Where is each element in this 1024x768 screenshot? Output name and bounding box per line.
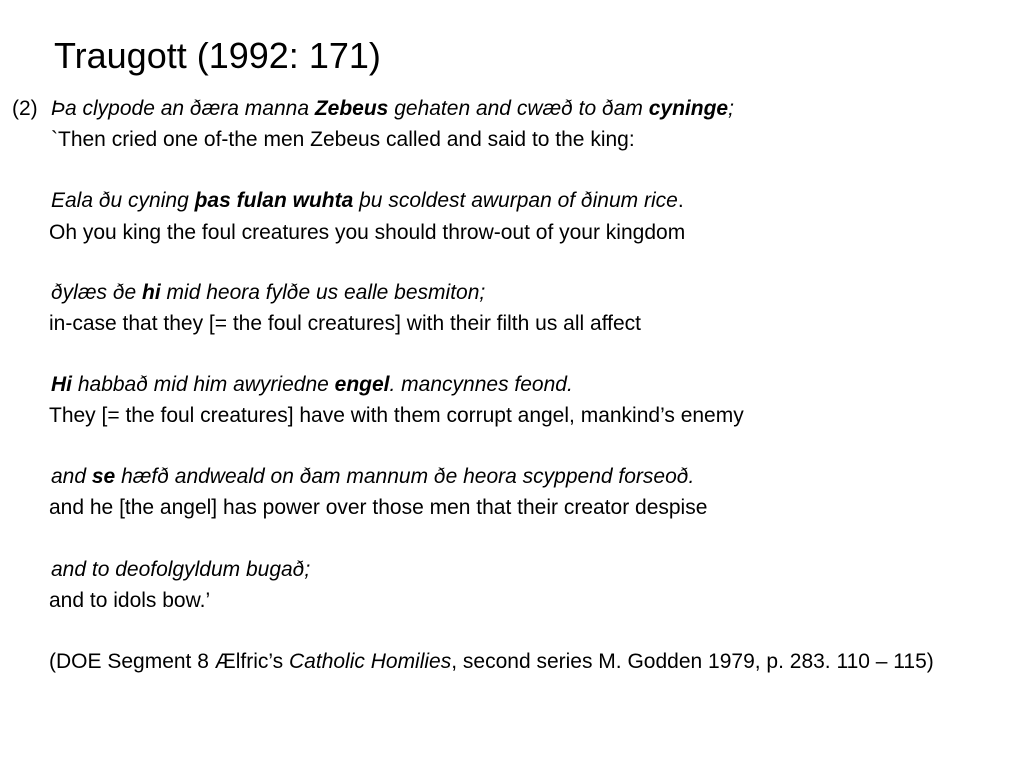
oe-highlight: Zebeus	[314, 97, 389, 120]
gloss-line-4	[49, 402, 744, 430]
oe-line-3	[51, 279, 485, 307]
oe-line-2	[51, 187, 684, 215]
citation-text: (DOE Segment 8 Ælfric’s	[49, 650, 290, 673]
gloss-text: and to idols bow.’	[49, 589, 211, 612]
oe-text: ðylæs ðe	[51, 281, 143, 304]
gloss-text: and he [the angel] has power over those men that their creator despise	[49, 496, 708, 519]
oe-highlight: hi	[142, 281, 161, 304]
gloss-line-2	[49, 219, 685, 247]
oe-line-4	[51, 371, 573, 399]
oe-text: Þa clypode an ðæra manna	[51, 97, 315, 120]
oe-text: and to deofolgyldum bugað;	[51, 558, 311, 581]
source-citation	[49, 649, 1014, 674]
oe-text: and	[51, 465, 92, 488]
oe-punct: .	[677, 189, 684, 212]
slide-title: Traugott (1992: 171)	[54, 35, 381, 76]
oe-text: hæfð andweald on ðam mannum ðe heora scyppend forseoð.	[115, 465, 695, 488]
gloss-line-3	[49, 310, 641, 338]
oe-line-1	[51, 95, 734, 123]
oe-text: . mancynnes feond.	[389, 373, 573, 396]
oe-highlight: Hi	[51, 373, 72, 396]
oe-highlight: þas fulan wuhta	[194, 189, 354, 212]
oe-line-5	[51, 463, 694, 491]
gloss-line-1	[51, 126, 635, 154]
gloss-text: `Then cried one of-the men Zebeus called and said to the king:	[51, 128, 635, 151]
oe-text: þu scoldest awurpan of ðinum rice	[353, 189, 678, 212]
oe-text: ;	[728, 97, 734, 120]
oe-line-6	[51, 556, 310, 584]
example-number: (2)	[12, 97, 38, 120]
oe-text: gehaten and cwæð to ðam	[388, 97, 649, 120]
oe-highlight: se	[91, 465, 116, 488]
oe-highlight: engel	[334, 373, 390, 396]
oe-text: mid heora fylðe us ealle besmiton;	[160, 281, 486, 304]
oe-highlight: cyninge	[648, 97, 729, 120]
gloss-text: in-case that they [= the foul creatures] with their filth us all affect	[49, 312, 641, 335]
gloss-line-5	[49, 494, 707, 522]
gloss-line-6	[49, 587, 210, 615]
citation-text: , second series M. Godden 1979, p. 283. 110 – 115)	[451, 650, 934, 673]
oe-text: Eala ðu cyning	[51, 189, 195, 212]
oe-text: habbað mid him awyriedne	[72, 373, 335, 396]
citation-work-title: Catholic Homilies	[289, 650, 452, 673]
gloss-text: They [= the foul creatures] have with them corrupt angel, mankind’s enemy	[49, 404, 744, 427]
gloss-text: Oh you king the foul creatures you should throw-out of your kingdom	[49, 221, 686, 244]
